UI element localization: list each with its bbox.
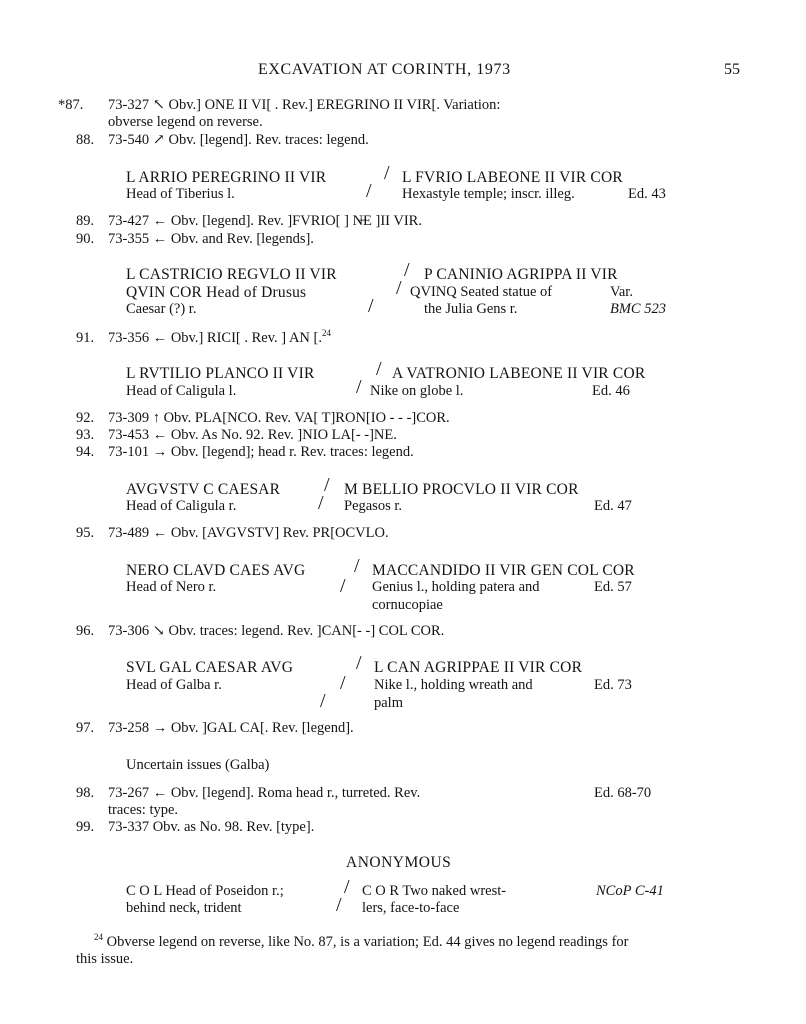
separator: / [356,652,362,674]
obverse-type: Head of Caligula l. [126,383,237,399]
reverse-legend: L FVRIO LABEONE II VIR COR [402,169,623,186]
separator: / [336,894,342,916]
footnote [94,934,628,951]
separator: / [340,672,346,694]
entry-text: obverse legend on reverse. [108,114,263,130]
separator: / [354,555,360,577]
reverse-legend: P CANINIO AGRIPPA II VIR [424,266,618,283]
separator: / [356,376,362,398]
reverse-type: Hexastyle temple; inscr. illeg. [402,186,575,202]
reference: Ed. 57 [594,579,632,595]
separator: / [404,259,410,281]
separator: / [340,575,346,597]
reverse-legend: MACCANDIDO II VIR GEN COL COR [372,562,635,579]
obverse-legend: L CASTRICIO REGVLO II VIR [126,266,337,283]
entry-number: 90. [76,231,95,247]
entry-number: 96. [76,623,95,639]
reference: Var. [610,284,633,300]
separator: / [376,358,382,380]
reference: Ed. 73 [594,677,632,693]
entry-number: 91. [76,330,95,346]
entry-text: 73-258 → Obv. ]GAL CA[. Rev. [legend]. [108,720,354,736]
entry-number: 95. [76,525,95,541]
separator: / [344,876,350,898]
reference: BMC 523 [610,301,666,317]
entry-number: 94. [76,444,95,460]
obverse-type: Head of Tiberius l. [126,186,235,202]
page-number: 55 [724,61,740,78]
separator: / [324,474,330,496]
separator: / [320,690,326,712]
footnote-text: Obverse legend on reverse, like No. 87, is a variation; Ed. 44 gives no legend readings for [103,934,629,950]
entry-text: 73-327 ↖ Obv.] ONE II VI[ . Rev.] EREGRINO II VIR[. Variation: [108,97,501,113]
entry-text: 73-540 ↗ Obv. [legend]. Rev. traces: legend. [108,132,369,148]
obverse-legend: SVL GAL CAESAR AVG [126,659,294,676]
reverse-type: lers, face-to-face [362,900,460,916]
entry-text: 73-489 ← Obv. [AVGVSTV] Rev. PR[OCVLO. [108,525,389,541]
entry-number: 88. [76,132,95,148]
entry-text: 73-306 ↘ Obv. traces: legend. Rev. ]CAN[- -] COL COR. [108,623,445,639]
reference: Ed. 43 [628,186,666,202]
reference: Ed. 46 [592,383,630,399]
entry-number: 92. [76,410,95,426]
section-title: ANONYMOUS [346,854,452,871]
reverse-type: Genius l., holding patera and [372,579,540,595]
obverse-legend: C O L Head of Poseidon r.; [126,883,284,899]
entry-number: 98. [76,785,95,801]
entry-text: 73-101 → Obv. [legend]; head r. Rev. traces: legend. [108,444,414,460]
obverse-type: Head of Caligula r. [126,498,237,514]
reverse-legend: A VATRONIO LABEONE II VIR COR [392,365,646,382]
entry-number: 99. [76,819,95,835]
obverse-type: Head of Galba r. [126,677,222,693]
obverse-type: QVIN COR Head of Drusus [126,284,307,301]
entry-text [108,330,331,347]
entry-text: 73-356 ← Obv.] RICI[ . Rev. ] AN [. [108,330,322,346]
subheading: Uncertain issues (Galba) [126,757,270,773]
running-header: EXCAVATION AT CORINTH, 1973 [258,61,511,78]
reverse-type: Nike l., holding wreath and [374,677,533,693]
reverse-type: QVINQ Seated statue of [410,284,553,300]
reference: Ed. 68-70 [594,785,652,801]
reference: NCoP C-41 [596,883,664,899]
reverse-type: cornucopiae [372,597,443,613]
obverse-type: Caesar (?) r. [126,301,197,317]
reverse-type: Pegasos r. [344,498,402,514]
reverse-type: the Julia Gens r. [424,301,518,317]
entry-text: 73-427 ← Obv. [legend]. Rev. ]FVRIO[ ] N̶E ]II VIR. [108,213,422,229]
entry-text: 73-267 ← Obv. [legend]. Roma head r., turreted. Rev. [108,785,421,801]
obverse-type: behind neck, trident [126,900,242,916]
separator: / [368,295,374,317]
entry-text: traces: type. [108,802,179,818]
reference [610,301,666,318]
entry-text: 73-337 Obv. as No. 98. Rev. [type]. [108,819,315,835]
entry-number: *87. [58,97,84,113]
footnote-mark: 24 [94,932,103,943]
reverse-legend: L CAN AGRIPPAE II VIR COR [374,659,583,676]
obverse-legend: L ARRIO PEREGRINO II VIR [126,169,327,186]
reverse-type: palm [374,695,403,711]
reference: Ed. 47 [594,498,632,514]
obverse-legend: AVGVSTV C CAESAR [126,481,281,498]
obverse-legend: L RVTILIO PLANCO II VIR [126,365,315,382]
entry-number: 93. [76,427,95,443]
separator: / [396,277,402,299]
entry-text: 73-453 ← Obv. As No. 92. Rev. ]NIO LA[- -]NE. [108,427,397,443]
reverse-type: Nike on globe l. [370,383,464,399]
separator: / [318,492,324,514]
reverse-legend: C O R Two naked wrest- [362,883,507,899]
footnote-text: this issue. [76,951,134,967]
entry-text: 73-355 ← Obv. and Rev. [legends]. [108,231,314,247]
obverse-legend: NERO CLAVD CAES AVG [126,562,306,579]
separator: / [384,162,390,184]
reverse-legend: M BELLIO PROCVLO II VIR COR [344,481,579,498]
footnote-reference: 24 [321,328,331,339]
entry-number: 97. [76,720,95,736]
separator: / [366,180,372,202]
entry-number: 89. [76,213,95,229]
entry-text: 73-309 ↑ Obv. PLA[NCO. Rev. VA[ T]RON[IO - - -]COR. [108,410,450,426]
obverse-type: Head of Nero r. [126,579,217,595]
